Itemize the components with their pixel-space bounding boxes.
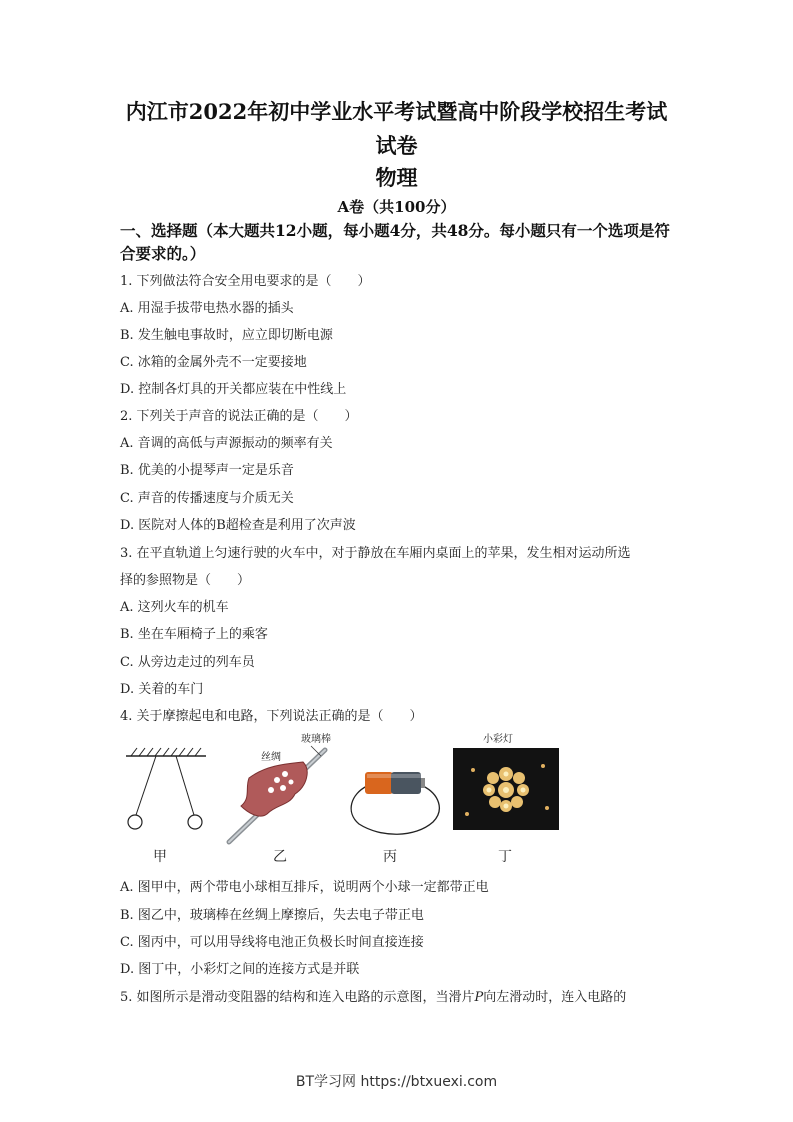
question-2-stem: 2. 下列关于声音的说法正确的是（ ） <box>120 409 358 424</box>
q5-stem-post: 向左滑动时，连入电路的 <box>483 990 627 1005</box>
q2-option-a: A. 音调的高低与声源振动的频率有关 <box>120 436 333 451</box>
q4-option-a: A. 图甲中，两个带电小球相互排斥，说明两个小球一定都带正电 <box>120 880 489 895</box>
figure-jia-charged-balls <box>121 742 211 837</box>
exam-title: 内江市2022年初中学业水平考试暨高中阶段学校招生考试 <box>125 99 668 124</box>
subject-title: 物理 <box>375 165 418 190</box>
question-3-stem-cont: 择的参照物是（ ） <box>120 573 251 588</box>
glass-rod-label: 玻璃棒 <box>301 734 331 745</box>
q5-stem-pre: 5. 如图所示是滑动变阻器的结构和连入电路的示意图，当滑片 <box>120 990 475 1005</box>
q3-option-a: A. 这列火车的机车 <box>120 600 229 615</box>
q2-option-d: D. 医院对人体的B超检查是利用了次声波 <box>120 518 356 533</box>
question-4-figures <box>115 730 575 870</box>
exam-title-cont: 试卷 <box>375 133 418 158</box>
q3-option-d: D. 关着的车门 <box>120 682 204 697</box>
section-heading: 一、选择题（本大题共12小题，每小题4分，共48分。每小题只有一个选项是符合要求的。） <box>120 221 670 263</box>
q1-option-a: A. 用湿手拔带电热水器的插头 <box>120 301 294 316</box>
caption-yi: 乙 <box>273 849 287 865</box>
question-5-stem <box>120 986 626 1005</box>
figure-bing-battery-wire <box>345 760 445 840</box>
q5-slider-var: P <box>474 990 484 1005</box>
q1-option-d: D. 控制各灯具的开关都应装在中性线上 <box>120 382 347 397</box>
q2-option-c: C. 声音的传播速度与介质无关 <box>120 491 294 506</box>
q4-option-b: B. 图乙中，玻璃棒在丝绸上摩擦后，失去电子带正电 <box>120 908 424 923</box>
silk-label: 丝绸 <box>261 752 281 763</box>
q2-option-b: B. 优美的小提琴声一定是乐音 <box>120 463 294 478</box>
q4-option-d: D. 图丁中，小彩灯之间的连接方式是并联 <box>120 962 360 977</box>
q1-option-b: B. 发生触电事故时，应立即切断电源 <box>120 328 333 343</box>
footer-watermark[interactable]: BT学习网 https://btxuexi.com <box>295 1074 498 1090</box>
part-title: A卷（共100分） <box>337 198 456 216</box>
figure-yi-glass-rod-silk <box>225 730 335 845</box>
question-4-stem: 4. 关于摩擦起电和电路，下列说法正确的是（ ） <box>120 709 423 724</box>
question-3-stem: 3. 在平直轨道上匀速行驶的火车中，对于静放在车厢内桌面上的苹果，发生相对运动所选 <box>120 546 631 561</box>
caption-jia: 甲 <box>153 849 167 865</box>
figure-ding-small-lights <box>453 730 563 842</box>
caption-ding: 丁 <box>498 849 512 865</box>
question-1-stem: 1. 下列做法符合安全用电要求的是（ ） <box>120 274 371 289</box>
q1-option-c: C. 冰箱的金属外壳不一定要接地 <box>120 355 307 370</box>
caption-bing: 丙 <box>383 849 397 865</box>
q3-option-b: B. 坐在车厢椅子上的乘客 <box>120 627 268 642</box>
q3-option-c: C. 从旁边走过的列车员 <box>120 655 255 670</box>
small-lights-label: 小彩灯 <box>483 734 513 745</box>
q4-option-c: C. 图丙中，可以用导线将电池正负极长时间直接连接 <box>120 935 424 950</box>
